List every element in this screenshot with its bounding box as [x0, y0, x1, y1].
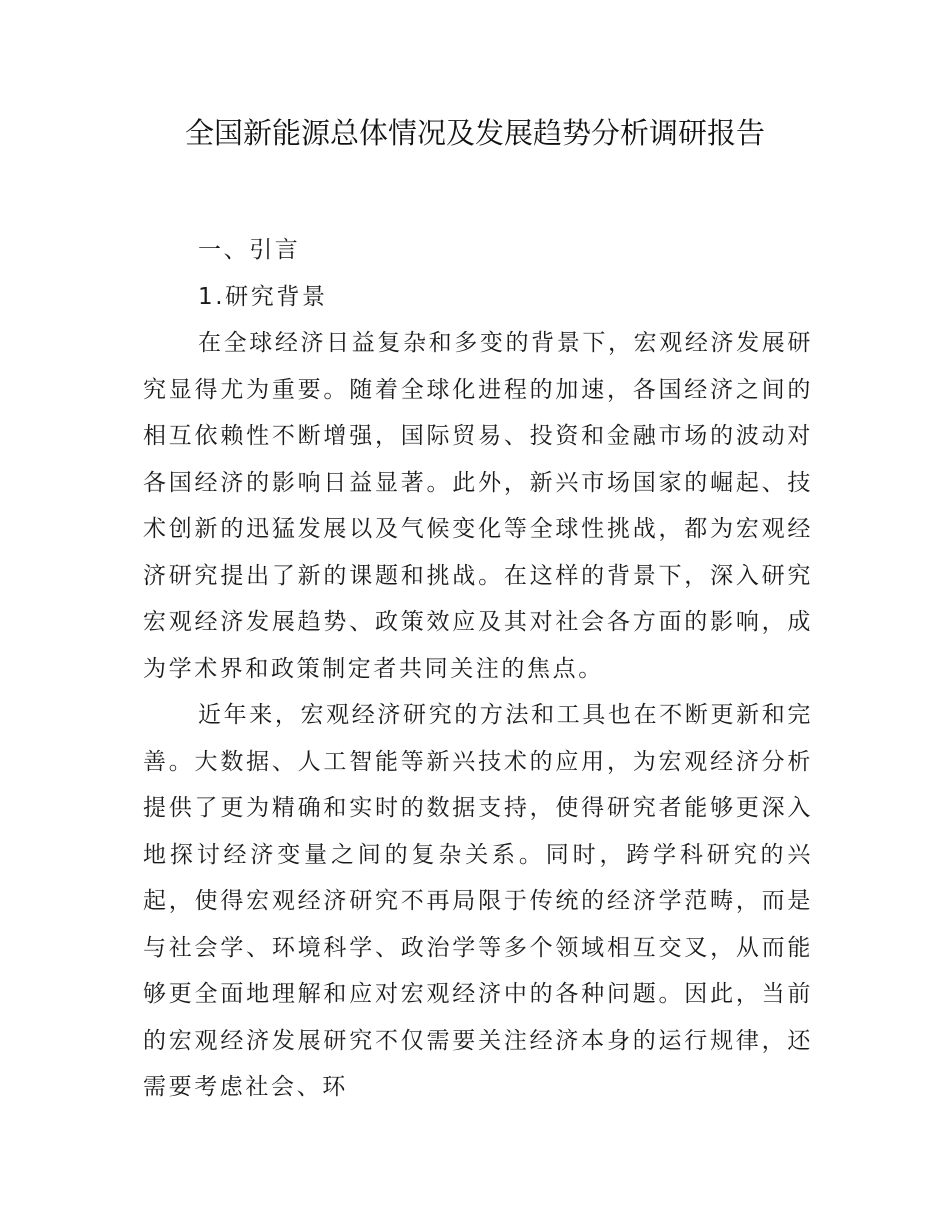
subsection-heading: 1.研究背景 — [198, 283, 328, 310]
paragraph: 在全球经济日益复杂和多变的背景下，宏观经济发展研究显得尤为重要。随着全球化进程的加速，各国经济之间的相互依赖性不断增强，国际贸易、投资和金融市场的波动对各国经济的影响日益显著。此外，新兴市场国家的崛起、技术创新的迅猛发展以及气候变化等全球性挑战，都为宏观经济研究提出了新的课题和挑战。在这样的背景下，深入研究宏观经济发展趋势、政策效应及其对社会各方面的影响，成为学术界和政策制定者共同关注的焦点。 — [143, 330, 813, 682]
document-body — [143, 227, 813, 1111]
section-heading: 一、引言 — [198, 237, 301, 263]
document-title: 全国新能源总体情况及发展趋势分析调研报告 — [184, 116, 765, 150]
paragraph: 近年来，宏观经济研究的方法和工具也在不断更新和完善。大数据、人工智能等新兴技术的应用，为宏观经济分析提供了更为精确和实时的数据支持，使得研究者能够更深入地探讨经济变量之间的复杂关系。同时，跨学科研究的兴起，使得宏观经济研究不再局限于传统的经济学范畴，而是与社会学、环境科学、政治学等多个领域相互交叉，从而能够更全面地理解和应对宏观经济中的各种问题。因此，当前的宏观经济发展研究不仅需要关注经济本身的运行规律，还需要考虑社会、环 — [143, 702, 813, 1100]
